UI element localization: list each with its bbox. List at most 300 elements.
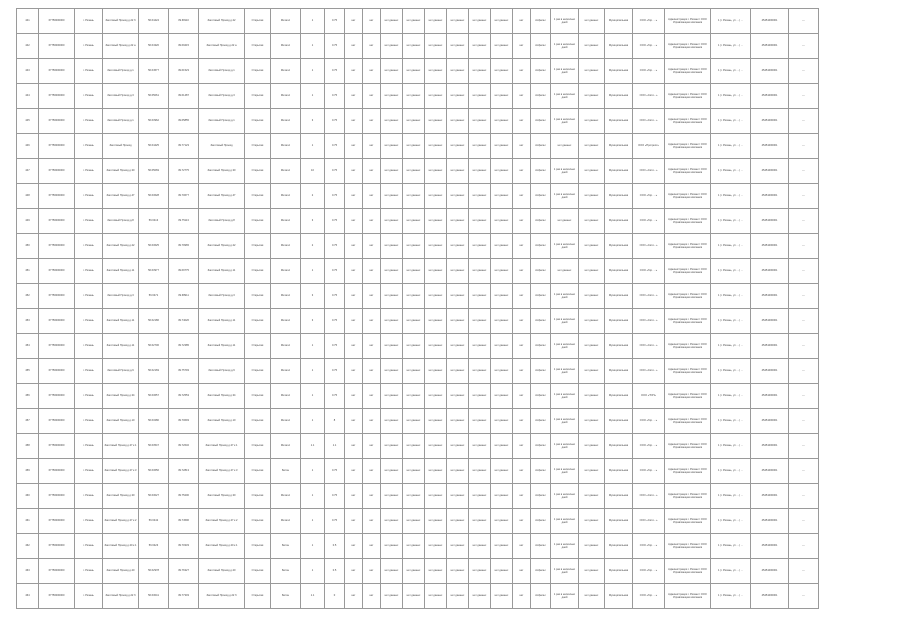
table-cell: Заготовый Проезд д.9 <box>199 359 245 384</box>
table-row <box>17 234 819 259</box>
table-cell: Бетон <box>271 459 301 484</box>
table-cell: 1 <box>301 9 325 34</box>
table-cell: Администрация г. Рязани / ООО Управляющая компания <box>665 234 711 259</box>
table-row <box>17 484 819 509</box>
table-cell: Открытая <box>245 134 271 159</box>
table-cell: Металл <box>271 359 301 384</box>
table-cell: Заготовый Проезд д.10 <box>199 409 245 434</box>
table-cell: Заготовый Проезд д.27 к.2 <box>199 509 245 534</box>
table-cell: 1 (г. Рязань, ул. ...) ... <box>711 559 751 584</box>
table-cell: нет данных <box>491 184 513 209</box>
table-cell: 56.62186 <box>139 309 169 334</box>
table-cell: г. Рязань <box>75 309 103 334</box>
table-cell: Открытая <box>245 509 271 534</box>
table-cell: 0.75 <box>325 284 345 309</box>
table-cell: ООО «Гор. ...» <box>633 434 665 459</box>
table-cell: 1 (г. Рязань, ул. ...) ... <box>711 509 751 534</box>
table-cell: 1 раз в несколько дней <box>551 359 579 384</box>
table-row <box>17 334 819 359</box>
table-cell: 1 раз в несколько дней <box>551 434 579 459</box>
table-cell: 45451000001 <box>751 309 789 334</box>
table-cell: нет данных <box>403 34 425 59</box>
table-cell: 67756000000 <box>39 484 75 509</box>
table-cell: Администрация г. Рязани / ООО Управляющая компания <box>665 209 711 234</box>
table-cell: нет данных <box>381 209 403 234</box>
table-cell: нет данных <box>447 459 469 484</box>
table-cell: Администрация г. Рязани / ООО Управляющая компания <box>665 484 711 509</box>
table-cell: нет <box>513 234 531 259</box>
table-cell: 45451000001 <box>751 409 789 434</box>
table-cell: Муниципальная <box>605 484 633 509</box>
table-cell: Металл <box>271 134 301 159</box>
table-cell: нет данных <box>425 134 447 159</box>
table-cell: нет <box>345 134 363 159</box>
table-cell: 0.75 <box>325 84 345 109</box>
table-cell: --- <box>789 509 819 534</box>
table-cell: нет данных <box>381 559 403 584</box>
table-cell: 67756000000 <box>39 409 75 434</box>
table-cell: 2 <box>301 184 325 209</box>
table-cell: нет <box>513 359 531 384</box>
table-cell: нет данных <box>491 434 513 459</box>
table-cell: нет данных <box>425 409 447 434</box>
table-cell: 45451000001 <box>751 9 789 34</box>
table-cell: 45451000001 <box>751 509 789 534</box>
table-cell: 45451000001 <box>751 259 789 284</box>
table-cell: 39.69775 <box>169 259 199 284</box>
table-cell: --- <box>789 159 819 184</box>
table-cell: нет <box>345 509 363 534</box>
table-cell: 462 <box>17 534 39 559</box>
table-cell: 67756000000 <box>39 359 75 384</box>
table-cell: Заготовый Проезд д.20 <box>199 559 245 584</box>
table-cell: Открытая <box>245 534 271 559</box>
table-cell: 461 <box>17 509 39 534</box>
table-cell: ООО «Гор. ...» <box>633 459 665 484</box>
table-cell: нет данных <box>447 559 469 584</box>
table-cell: Заготовый Проезд д.11 <box>199 259 245 284</box>
table-cell: 1 (г. Рязань, ул. ...) ... <box>711 9 751 34</box>
table-cell: нет данных <box>381 9 403 34</box>
table-cell: Заготовый Проезд д.8 <box>199 209 245 234</box>
table-cell: Открытая <box>245 234 271 259</box>
table-cell: Металл <box>271 59 301 84</box>
table-cell: нет <box>345 484 363 509</box>
table-cell: нет <box>345 409 363 434</box>
table-row <box>17 184 819 209</box>
table-cell: нет данных <box>447 434 469 459</box>
table-cell: нет данных <box>381 284 403 309</box>
table-cell: нет данных <box>447 209 469 234</box>
table-cell: Металл <box>271 509 301 534</box>
table-cell: --- <box>789 184 819 209</box>
table-cell: 45451000001 <box>751 559 789 584</box>
table-cell: 1.1 <box>325 434 345 459</box>
table-cell: 67756000000 <box>39 209 75 234</box>
table-cell: Заготовый Проезд д.22 б <box>103 584 139 609</box>
table-cell: нет <box>363 334 381 359</box>
table-cell: ООО «ТОП» <box>633 384 665 409</box>
table-cell: Заготовый Проезд д.1 <box>199 59 245 84</box>
table-cell: Заготовый Проезд д.47 <box>103 184 139 209</box>
table-cell: 10 <box>301 159 325 184</box>
table-cell: нет данных <box>425 284 447 309</box>
table-cell: 1 раз в несколько дней <box>551 559 579 584</box>
table-cell: нет данных <box>381 534 403 559</box>
table-cell: нет данных <box>403 584 425 609</box>
table-cell: 67756000000 <box>39 84 75 109</box>
table-cell: 67756000000 <box>39 584 75 609</box>
table-cell: 56.63962 <box>139 109 169 134</box>
table-cell: 0.75 <box>325 9 345 34</box>
table-cell: ООО «Сити...» <box>633 159 665 184</box>
table-cell: 446 <box>17 134 39 159</box>
table-cell: Асфальт <box>531 484 551 509</box>
table-cell: 39.72553 <box>169 384 199 409</box>
table-cell: 39.70693 <box>169 409 199 434</box>
table-cell: 45451000001 <box>751 334 789 359</box>
table-cell: нет <box>363 184 381 209</box>
table-cell: Заготовый Проезд д.3 <box>199 84 245 109</box>
table-cell: 56.65061 <box>139 84 169 109</box>
table-cell: нет данных <box>579 409 605 434</box>
table-cell: --- <box>789 459 819 484</box>
table-cell: Администрация г. Рязани / ООО Управляющая компания <box>665 109 711 134</box>
table-cell: Открытая <box>245 109 271 134</box>
table-cell: нет <box>363 109 381 134</box>
table-cell: нет данных <box>469 134 491 159</box>
table-cell: 1 (г. Рязань, ул. ...) ... <box>711 584 751 609</box>
table-cell: 445 <box>17 109 39 134</box>
table-cell: нет <box>363 409 381 434</box>
table-cell: нет данных <box>425 534 447 559</box>
table-cell: нет данных <box>469 384 491 409</box>
table-cell: 3 <box>301 209 325 234</box>
table-cell: г. Рязань <box>75 584 103 609</box>
table-cell: Заготовый Проезд д.22 б <box>103 9 139 34</box>
table-cell: нет данных <box>425 334 447 359</box>
table-cell: нет данных <box>403 359 425 384</box>
table-cell: Металл <box>271 159 301 184</box>
table-cell: нет <box>345 59 363 84</box>
table-cell: Заготовый Проезд <box>199 134 245 159</box>
table-cell: 1 <box>301 359 325 384</box>
table-cell: Заготовый Проезд д.1 <box>103 109 139 134</box>
table-cell: нет данных <box>491 259 513 284</box>
table-cell: Заготовый Проезд д.11 <box>103 334 139 359</box>
table-cell: 2 <box>301 234 325 259</box>
table-cell: Асфальт <box>531 9 551 34</box>
table-cell: Открытая <box>245 409 271 434</box>
table-cell: Асфальт <box>531 134 551 159</box>
table-cell: нет <box>345 184 363 209</box>
table-cell: Открытая <box>245 284 271 309</box>
table-cell: Заготовый Проезд д.9 <box>103 359 139 384</box>
table-cell: Заготовый Проезд д.27 к.1 <box>103 434 139 459</box>
table-cell: --- <box>789 209 819 234</box>
table-cell: нет <box>345 334 363 359</box>
table-cell: 1 (г. Рязань, ул. ...) ... <box>711 434 751 459</box>
table-row <box>17 534 819 559</box>
table-cell: 45451000001 <box>751 234 789 259</box>
table-cell: нет <box>363 509 381 534</box>
table-cell: ООО «Гор. ...» <box>633 259 665 284</box>
table-cell: 0.75 <box>325 259 345 284</box>
table-cell: нет <box>345 384 363 409</box>
table-cell: Муниципальная <box>605 509 633 534</box>
table-cell: г. Рязань <box>75 9 103 34</box>
table-cell: нет данных <box>447 284 469 309</box>
table-cell: Асфальт <box>531 509 551 534</box>
table-cell: г. Рязань <box>75 334 103 359</box>
table-cell: нет данных <box>381 184 403 209</box>
table-cell: нет данных <box>403 384 425 409</box>
table-cell: Заготовый Проезд д.20 <box>103 559 139 584</box>
table-cell: нет данных <box>491 384 513 409</box>
table-cell: 67756000000 <box>39 9 75 34</box>
table-cell: Заготовый Проезд д.22 а <box>103 34 139 59</box>
table-cell: 39.75793 <box>169 359 199 384</box>
table-cell: --- <box>789 234 819 259</box>
table-cell: 67756000000 <box>39 459 75 484</box>
table-cell: Муниципальная <box>605 209 633 234</box>
table-row <box>17 509 819 534</box>
table-cell: нет <box>513 484 531 509</box>
table-cell: Заготовый Проезд д.30 <box>199 484 245 509</box>
table-cell: нет данных <box>469 234 491 259</box>
table-cell: нет данных <box>491 509 513 534</box>
table-cell: нет <box>513 509 531 534</box>
table-cell: 45451000001 <box>751 434 789 459</box>
table-cell: 1 раз в несколько дней <box>551 384 579 409</box>
table-cell: нет <box>363 534 381 559</box>
table-cell: нет данных <box>491 59 513 84</box>
table-cell: нет данных <box>447 334 469 359</box>
table-cell: Металл <box>271 84 301 109</box>
table-cell: 1 (г. Рязань, ул. ...) ... <box>711 209 751 234</box>
table-cell: 1 (г. Рязань, ул. ...) ... <box>711 109 751 134</box>
table-cell: 56.63628 <box>139 184 169 209</box>
table-cell: 1 (г. Рязань, ул. ...) ... <box>711 134 751 159</box>
table-cell: ООО «Сити...» <box>633 84 665 109</box>
table-cell: нет данных <box>425 309 447 334</box>
table-cell: Открытая <box>245 434 271 459</box>
table-cell: нет данных <box>381 434 403 459</box>
table-cell: 8 <box>325 409 345 434</box>
table-cell: нет данных <box>425 184 447 209</box>
table-cell: нет данных <box>403 234 425 259</box>
table-cell: 56.6471 <box>139 284 169 309</box>
table-cell: г. Рязань <box>75 184 103 209</box>
table-cell: Открытая <box>245 359 271 384</box>
table-cell: нет <box>363 434 381 459</box>
table-cell: нет данных <box>491 484 513 509</box>
table-cell: нет данных <box>403 484 425 509</box>
table-cell: нет <box>513 59 531 84</box>
table-cell: 1 раз в несколько дней <box>551 309 579 334</box>
table-cell: нет данных <box>491 359 513 384</box>
table-cell: нет данных <box>403 509 425 534</box>
table-cell: Администрация г. Рязани / ООО Управляющая компания <box>665 159 711 184</box>
table-cell: г. Рязань <box>75 559 103 584</box>
table-cell: нет данных <box>579 509 605 534</box>
table-cell: нет данных <box>447 84 469 109</box>
table-cell: нет данных <box>425 234 447 259</box>
table-cell: нет данных <box>579 259 605 284</box>
table-cell: 3 <box>301 284 325 309</box>
table-cell: 0.75 <box>325 159 345 184</box>
table-cell: Металл <box>271 209 301 234</box>
table-cell: нет данных <box>579 559 605 584</box>
table-cell: 1 раз в несколько дней <box>551 284 579 309</box>
table-cell: нет данных <box>381 459 403 484</box>
table-cell: Открытая <box>245 84 271 109</box>
table-cell: нет <box>513 109 531 134</box>
table-cell: нет данных <box>425 109 447 134</box>
table-cell: 452 <box>17 284 39 309</box>
table-cell: г. Рязань <box>75 384 103 409</box>
table-row <box>17 134 819 159</box>
table-cell: г. Рязань <box>75 509 103 534</box>
table-cell: Заготовый Проезд д.3 <box>103 84 139 109</box>
table-cell: ООО «Сити...» <box>633 484 665 509</box>
table-cell: 0.75 <box>325 334 345 359</box>
table-cell: ООО «Гор. ...» <box>633 34 665 59</box>
table-cell: нет <box>345 209 363 234</box>
table-cell: 1 (г. Рязань, ул. ...) ... <box>711 159 751 184</box>
table-cell: 56.6423 <box>139 534 169 559</box>
table-cell: Муниципальная <box>605 259 633 284</box>
table-cell: нет данных <box>381 409 403 434</box>
table-cell: 1 <box>301 509 325 534</box>
table-cell: Открытая <box>245 259 271 284</box>
table-cell: ООО «Прогресс» <box>633 134 665 159</box>
table-cell: 56.6413 <box>139 209 169 234</box>
table-cell: нет данных <box>491 234 513 259</box>
table-cell: нет данных <box>403 284 425 309</box>
table-cell: г. Рязань <box>75 534 103 559</box>
table-cell: нет данных <box>579 184 605 209</box>
table-cell: 443 <box>17 59 39 84</box>
table-cell: нет данных <box>469 259 491 284</box>
table-cell: Администрация г. Рязани / ООО Управляющая компания <box>665 409 711 434</box>
table-cell: нет данных <box>381 34 403 59</box>
table-cell: нет <box>363 384 381 409</box>
table-cell: 1 раз в несколько дней <box>551 459 579 484</box>
table-cell: --- <box>789 534 819 559</box>
table-cell: нет <box>345 109 363 134</box>
table-row <box>17 159 819 184</box>
table-cell: нет <box>513 134 531 159</box>
table-cell: Муниципальная <box>605 184 633 209</box>
table-cell: 45451000001 <box>751 84 789 109</box>
table-cell: 1 раз в несколько дней <box>551 9 579 34</box>
table-cell: 0.75 <box>325 509 345 534</box>
table-cell: 45451000001 <box>751 534 789 559</box>
table-row <box>17 309 819 334</box>
table-cell: нет <box>363 559 381 584</box>
table-cell: нет данных <box>469 59 491 84</box>
table-row <box>17 559 819 584</box>
table-cell: Администрация г. Рязани / ООО Управляющая компания <box>665 584 711 609</box>
table-cell: нет данных <box>381 584 403 609</box>
table-cell: Заготовый Проезд д.11 <box>103 259 139 284</box>
table-cell: Металл <box>271 384 301 409</box>
table-cell: нет данных <box>447 159 469 184</box>
table-cell: нет данных <box>447 109 469 134</box>
table-cell: 1 (г. Рязань, ул. ...) ... <box>711 284 751 309</box>
table-cell: 0.75 <box>325 384 345 409</box>
table-cell: Администрация г. Рязани / ООО Управляющая компания <box>665 309 711 334</box>
table-cell: нет данных <box>579 384 605 409</box>
table-cell: 0.5 <box>325 534 345 559</box>
table-cell: 0.75 <box>325 484 345 509</box>
table-cell: нет данных <box>469 434 491 459</box>
table-cell: Заготовый Проезд д.27 к.3 <box>199 459 245 484</box>
table-cell: нет данных <box>403 84 425 109</box>
table-cell: Асфальт <box>531 409 551 434</box>
table-cell: 453 <box>17 309 39 334</box>
table-cell: 67756000000 <box>39 534 75 559</box>
table-cell: Муниципальная <box>605 559 633 584</box>
table-cell: 0.75 <box>325 59 345 84</box>
table-cell: 459 <box>17 459 39 484</box>
table-cell: нет данных <box>425 84 447 109</box>
table-cell: 45451000001 <box>751 159 789 184</box>
table-cell: 67756000000 <box>39 234 75 259</box>
table-cell: 0.5 <box>325 559 345 584</box>
table-cell: нет данных <box>579 59 605 84</box>
table-cell: 56.62706 <box>139 334 169 359</box>
table-cell: нет <box>363 259 381 284</box>
table-cell: 67756000000 <box>39 309 75 334</box>
table-cell: г. Рязань <box>75 234 103 259</box>
table-cell: нет данных <box>447 534 469 559</box>
table-cell: нет данных <box>469 309 491 334</box>
table-cell: 464 <box>17 584 39 609</box>
table-cell: нет данных <box>469 209 491 234</box>
table-cell: Асфальт <box>531 159 551 184</box>
table-cell: 1 (г. Рязань, ул. ...) ... <box>711 184 751 209</box>
table-cell: Администрация г. Рязани / ООО Управляющая компания <box>665 559 711 584</box>
table-cell: 1 раз в несколько дней <box>551 84 579 109</box>
table-cell: г. Рязань <box>75 359 103 384</box>
table-cell: Администрация г. Рязани / ООО Управляющая компания <box>665 284 711 309</box>
table-cell: ООО «Сити...» <box>633 284 665 309</box>
table-cell: 1 (г. Рязань, ул. ...) ... <box>711 384 751 409</box>
table-cell: 442 <box>17 34 39 59</box>
table-cell: Асфальт <box>531 109 551 134</box>
table-cell: 1 (г. Рязань, ул. ...) ... <box>711 334 751 359</box>
table-cell: Заготовый Проезд д.30 <box>103 159 139 184</box>
table-cell: --- <box>789 109 819 134</box>
table-cell: 67756000000 <box>39 134 75 159</box>
table-cell: нет данных <box>403 409 425 434</box>
table-cell: нет данных <box>381 309 403 334</box>
table-cell: нет данных <box>579 534 605 559</box>
table-cell: --- <box>789 59 819 84</box>
table-cell: 67756000000 <box>39 284 75 309</box>
table-cell: 39.65855 <box>169 109 199 134</box>
table-cell: Заготовый Проезд д.11 <box>103 309 139 334</box>
table-cell: нет данных <box>425 434 447 459</box>
table-cell: нет данных <box>491 459 513 484</box>
table-cell: --- <box>789 259 819 284</box>
table-cell: 56.63977 <box>139 259 169 284</box>
table-cell: Асфальт <box>531 259 551 284</box>
table-cell: Заготовый Проезд д.30 <box>103 484 139 509</box>
table-cell: Администрация г. Рязани / ООО Управляющая компания <box>665 509 711 534</box>
